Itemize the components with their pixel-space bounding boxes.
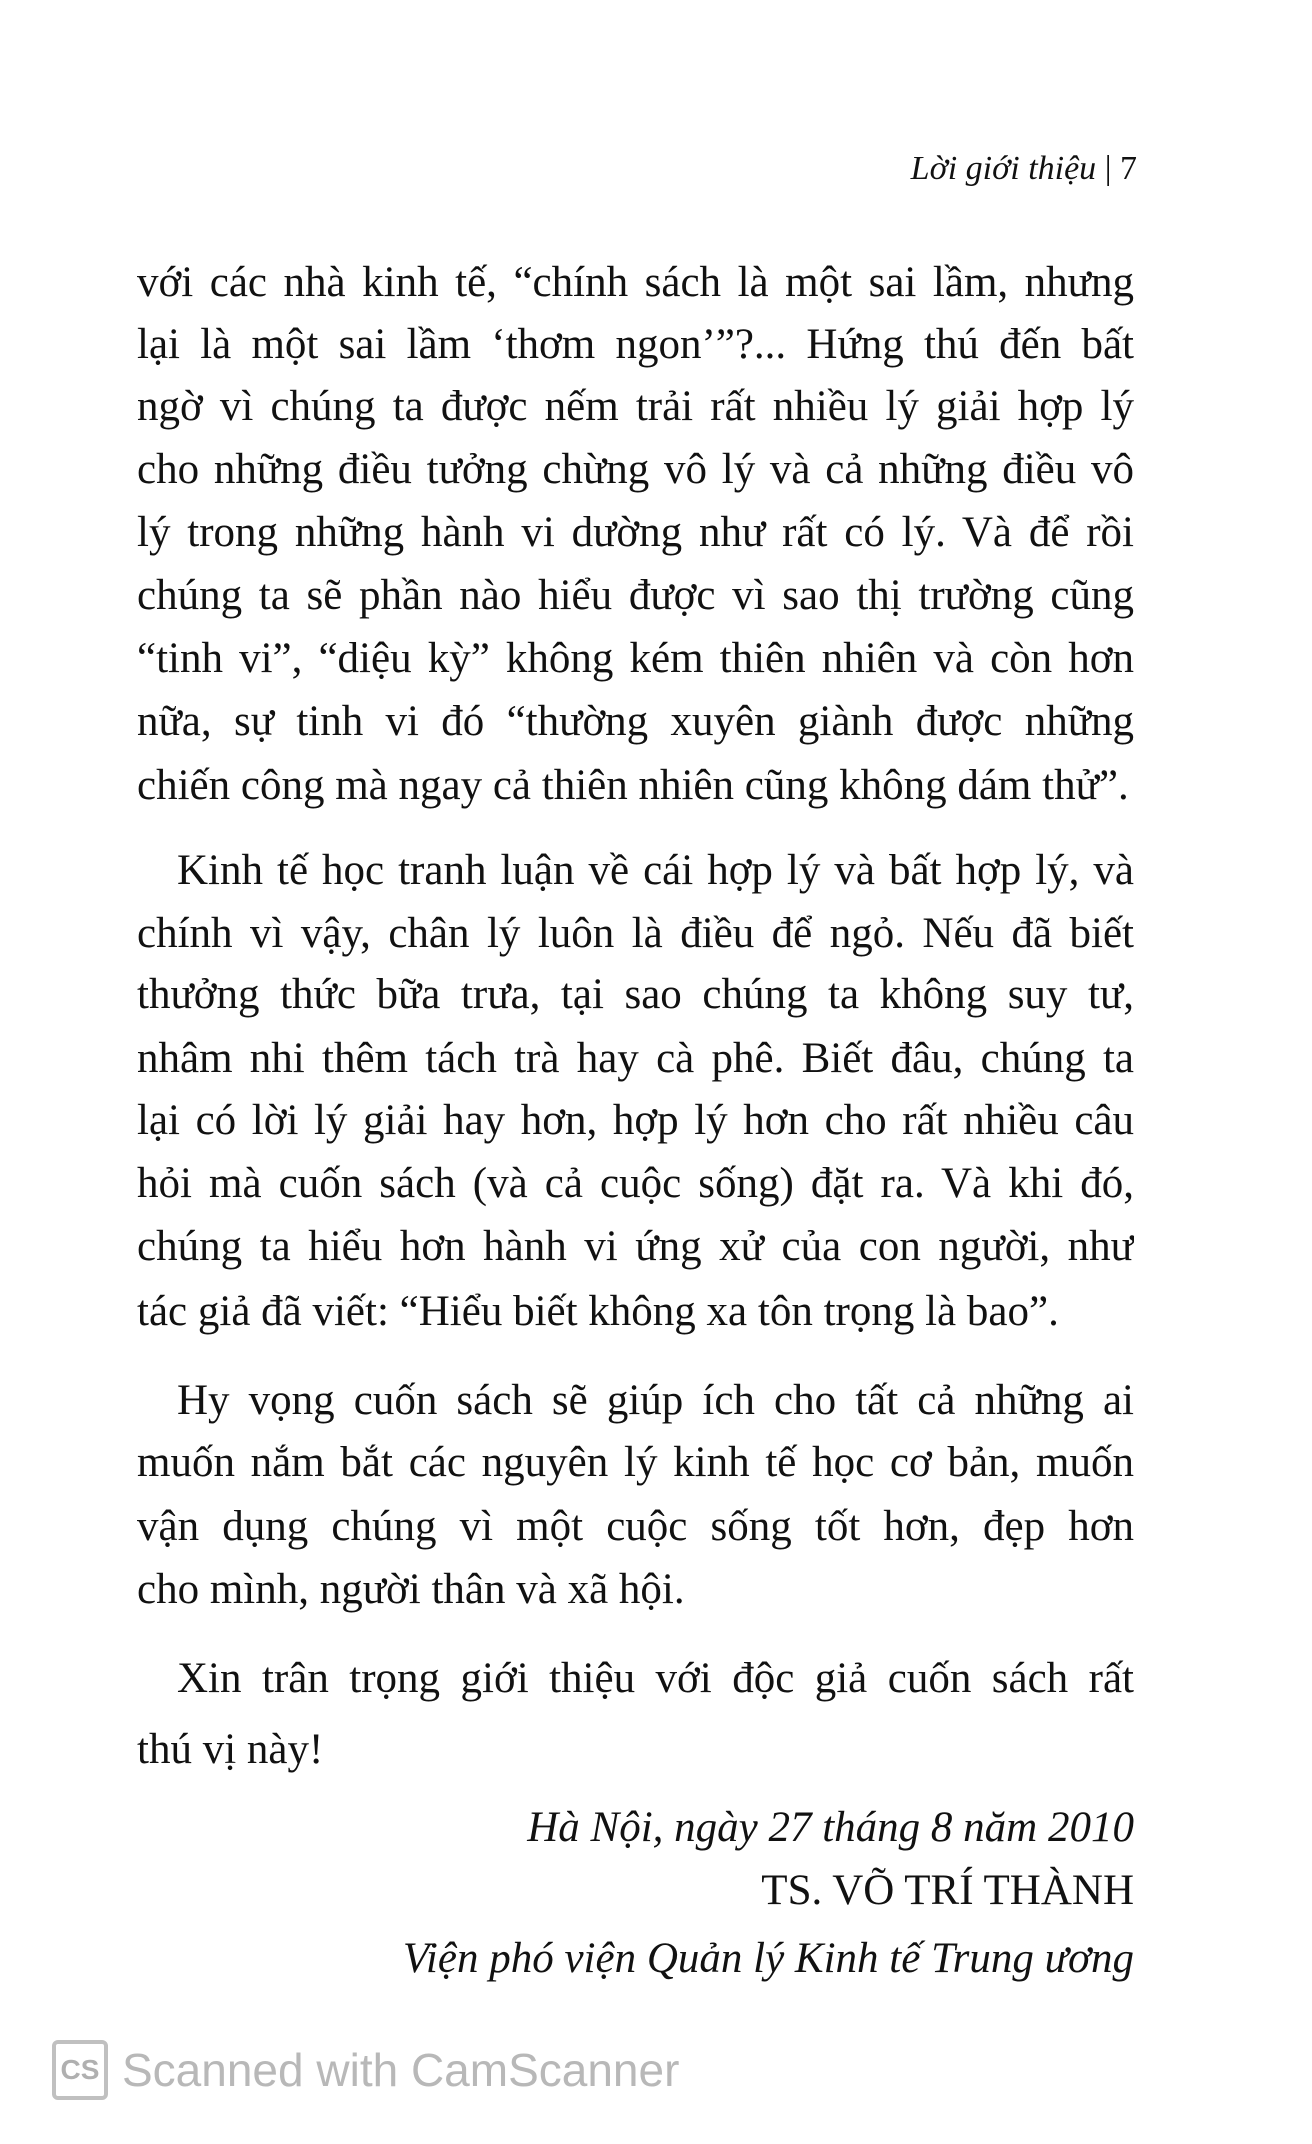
header-separator: | bbox=[1104, 150, 1112, 187]
text-line: thưởng thức bữa trưa, tại sao chúng ta không suy tư, bbox=[137, 971, 1134, 1018]
text-line: muốn nắm bắt các nguyên lý kinh tế học cơ bản, muốn bbox=[137, 1439, 1134, 1486]
text-line: chúng ta sẽ phần nào hiểu được vì sao thị trường cũng bbox=[137, 572, 1134, 619]
text-line: lại có lời lý giải hay hơn, hợp lý hơn cho rất nhiều câu bbox=[137, 1097, 1134, 1144]
text-line: ngờ vì chúng ta được nếm trải rất nhiều lý giải hợp lý bbox=[137, 383, 1134, 430]
signature-date: Hà Nội, ngày 27 tháng 8 năm 2010 bbox=[527, 1804, 1134, 1851]
text-line: với các nhà kinh tế, “chính sách là một sai lầm, nhưng bbox=[137, 259, 1134, 306]
chapter-title: Lời giới thiệu bbox=[910, 150, 1097, 187]
text-line: Hy vọng cuốn sách sẽ giúp ích cho tất cả những ai bbox=[177, 1377, 1134, 1424]
running-header bbox=[911, 150, 1137, 188]
text-line: thú vị này! bbox=[137, 1726, 324, 1773]
text-line: cho mình, người thân và xã hội. bbox=[137, 1566, 685, 1613]
signature-name: TS. VÕ TRÍ THÀNH bbox=[761, 1867, 1134, 1914]
text-line: hỏi mà cuốn sách (và cả cuộc sống) đặt ra. Và khi đó, bbox=[137, 1160, 1134, 1207]
watermark-text: Scanned with CamScanner bbox=[122, 2044, 680, 2096]
text-line: tác giả đã viết: “Hiểu biết không xa tôn trọng là bao”. bbox=[137, 1288, 1059, 1335]
text-line: nữa, sự tinh vi đó “thường xuyên giành được những bbox=[137, 698, 1134, 745]
camscanner-logo-icon: CS bbox=[52, 2040, 108, 2100]
signature-position: Viện phó viện Quản lý Kinh tế Trung ương bbox=[402, 1935, 1134, 1982]
text-line: vận dụng chúng vì một cuộc sống tốt hơn, đẹp hơn bbox=[137, 1503, 1134, 1550]
text-line: cho những điều tưởng chừng vô lý và cả những điều vô bbox=[137, 446, 1134, 493]
text-line: Kinh tế học tranh luận về cái hợp lý và bất hợp lý, và bbox=[177, 847, 1134, 894]
text-line: lý trong những hành vi dường như rất có lý. Và để rồi bbox=[137, 509, 1134, 556]
text-line: chiến công mà ngay cả thiên nhiên cũng không dám thử”. bbox=[137, 762, 1129, 809]
text-line: lại là một sai lầm ‘thơm ngon’”?... Hứng thú đến bất bbox=[137, 321, 1134, 368]
text-line: nhâm nhi thêm tách trà hay cà phê. Biết đâu, chúng ta bbox=[137, 1035, 1134, 1082]
camscanner-watermark bbox=[52, 2040, 679, 2100]
text-line: chính vì vậy, chân lý luôn là điều để ngỏ. Nếu đã biết bbox=[137, 910, 1134, 957]
text-line: chúng ta hiểu hơn hành vi ứng xử của con người, như bbox=[137, 1223, 1134, 1270]
text-line: “tinh vi”, “diệu kỳ” không kém thiên nhiên và còn hơn bbox=[137, 635, 1134, 682]
text-line: Xin trân trọng giới thiệu với độc giả cuốn sách rất bbox=[177, 1655, 1134, 1702]
page-number: 7 bbox=[1120, 150, 1137, 187]
